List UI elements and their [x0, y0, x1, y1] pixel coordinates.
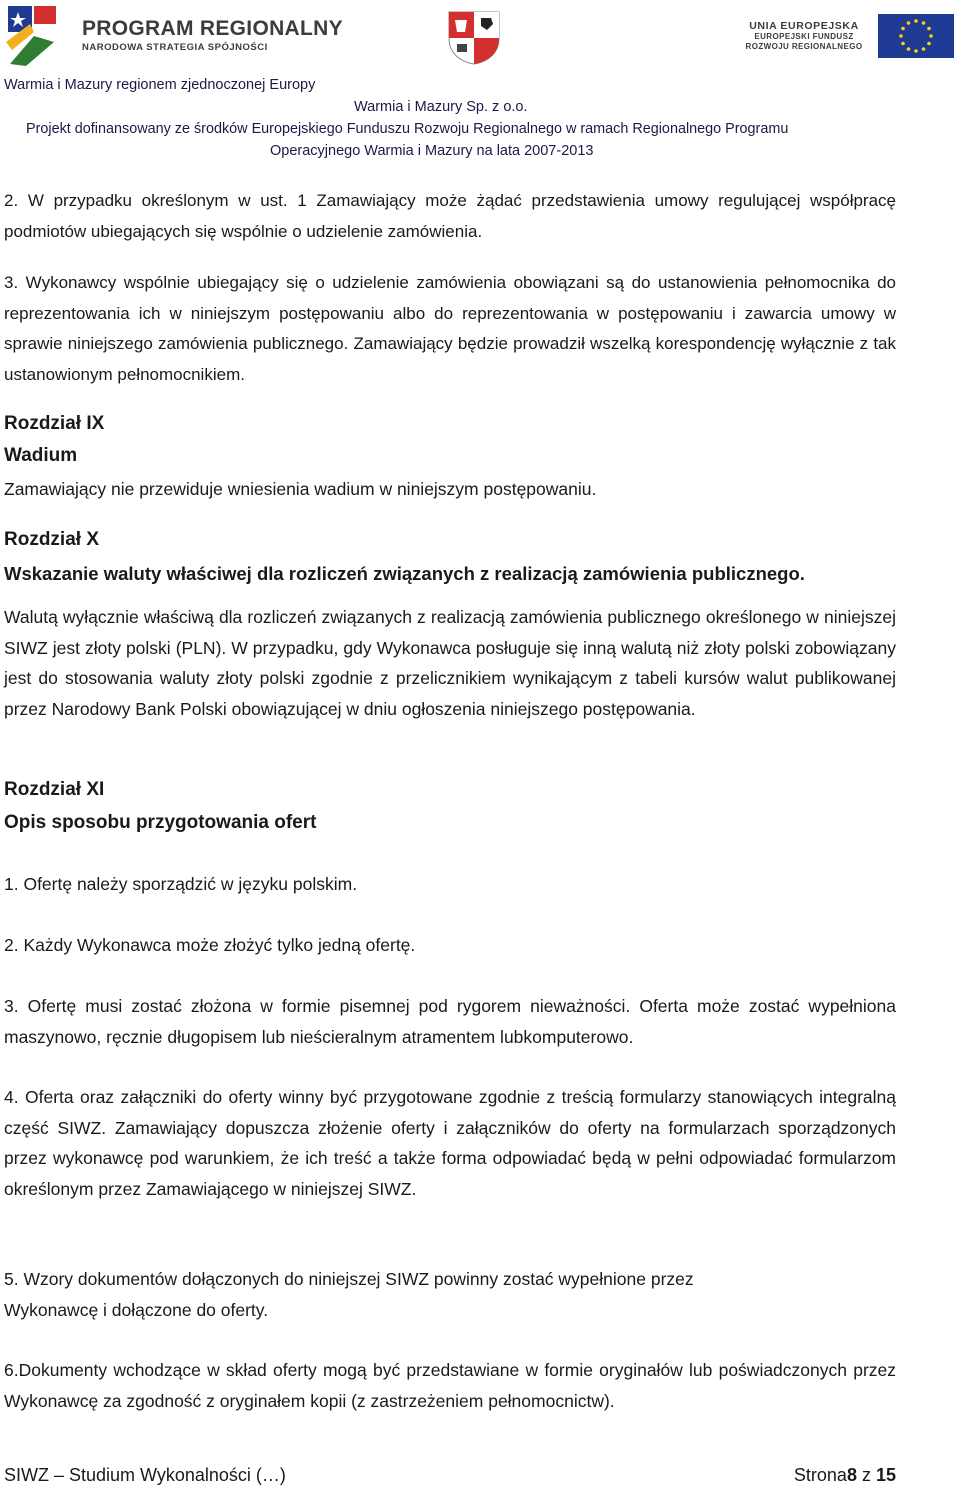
paragraph-3-part-1: 3. Wykonawcy wspólnie ubiegający się o udzielenie zamówienia obowiązani są do ustanowienia pełnomocnika do reprezentowania ich w niniejszym postępowaniu albo do reprezentowania w postępowaniu i zawarcia umowy w sprawie niniejszego zamówienia publicznego.	[4, 273, 896, 353]
header-line-4: Operacyjnego Warmia i Mazury na lata 2007-2013	[270, 143, 594, 159]
program-regionalny-logo-text	[82, 18, 343, 54]
list-item-2: 2. Każdy Wykonawca może złożyć tylko jedną ofertę.	[4, 935, 416, 955]
chapter-9-title: Rozdział IX	[4, 413, 105, 434]
chapter-11-title: Rozdział XI	[4, 779, 105, 800]
chapter-9-text: Zamawiający nie przewiduje wniesienia wadium w niniejszym postępowaniu.	[4, 479, 597, 499]
eu-flag-icon	[878, 14, 954, 58]
program-regionalny-logo-icon	[4, 2, 60, 68]
list-item-3: 3. Ofertę musi zostać złożona w formie pisemnej pod rygorem nieważności. Oferta może zostać wypełniona maszynowo, ręcznie długopisem lub nieścieralnym atramentem lubkomputerowo.	[4, 996, 896, 1047]
chapter-11-subtitle: Opis sposobu przygotowania ofert	[4, 812, 317, 833]
footer-page-prefix: Strona	[793, 1465, 847, 1485]
list-item-5	[4, 1264, 896, 1325]
header-line-3: Projekt dofinansowany ze środków Europejskiego Funduszu Rozwoju Regionalnego w ramach Regionalnego Programu	[26, 121, 789, 137]
list-item-6: 6.Dokumenty wchodzące w skład oferty mogą być przedstawiane w formie oryginałów lub poświadczonych przez Wykonawcę za zgodność z oryginałem kopii (z zastrzeżeniem pełnomocnictw).	[4, 1360, 896, 1411]
footer-document-title: SIWZ – Studium Wykonalności (…)	[4, 1465, 286, 1485]
list-item-4: 4. Oferta oraz załączniki do oferty winny być przygotowane zgodnie z treścią formularzy stanowiących integralną część SIWZ. Zamawiający dopuszcza złożenie oferty i załączników do oferty na formularzach sporządzonych przez wykonawcę pod warunkiem, że ich treść a także forma odpowiadać będą w pełni odpowiadać formularzom określonym przez Zamawiającego w niniejszej SIWZ.	[4, 1087, 896, 1199]
program-logo-subtitle: NARODOWA STRATEGIA SPÓJNOŚCI	[82, 42, 268, 53]
list-item-5-line-1: 5. Wzory dokumentów dołączonych do niniejszej SIWZ powinny zostać wypełnione przez	[4, 1269, 694, 1289]
eu-logo-line3: ROZWOJU REGIONALNEGO	[745, 42, 863, 51]
coat-of-arms-icon	[445, 8, 503, 66]
chapter-10-subtitle: Wskazanie waluty właściwej dla rozliczeń związanych z realizacją zamówienia publicznego.	[4, 563, 805, 584]
footer-page-number	[794, 1463, 896, 1487]
program-logo-title: PROGRAM REGIONALNY	[82, 17, 343, 40]
paragraph-3	[4, 268, 896, 390]
header-logo-row	[0, 0, 960, 70]
chapter-10-text: Walutą wyłącznie właściwą dla rozliczeń związanych z realizacją zamówienia publicznego określonego w niniejszej SIWZ jest złoty polski (PLN). W przypadku, gdy Wykonawca posługuje się inną walutą niż złoty polski zobowiązany jest do stosowania waluty złoty polski zgodnie z przelicznikiem wynikającym z tabeli kursów walut publikowanej przez Narodowy Bank Polski obowiązującej w dniu ogłoszenia niniejszego postępowania.	[4, 607, 896, 719]
eu-logo-text	[738, 20, 870, 52]
eu-logo-line1: UNIA EUROPEJSKA	[749, 20, 859, 32]
footer-page-current: 8	[846, 1465, 857, 1485]
header-line-1: Warmia i Mazury regionem zjednoczonej Europy	[4, 77, 316, 93]
list-item-5-line-2: Wykonawcę i dołączone do oferty.	[4, 1299, 269, 1320]
footer-page-total: 15	[875, 1465, 896, 1485]
chapter-10-title: Rozdział X	[4, 529, 100, 550]
eu-logo-line2: EUROPEJSKI FUNDUSZ	[754, 32, 854, 41]
paragraph-2: 2. W przypadku określonym w ust. 1 Zamawiający może żądać przedstawienia umowy regulującej współpracę podmiotów ubiegających się wspólnie o udzielenie zamówienia.	[4, 191, 896, 241]
footer-page-separator: z	[856, 1465, 876, 1485]
paragraph-3-part-2: Zamawiający będzie prowadził wszelką korespondencję wyłącznie z tak ustanowionym pełnomocnikiem.	[4, 334, 897, 384]
list-item-1: 1. Ofertę należy sporządzić w języku polskim.	[4, 874, 358, 894]
header-line-2: Warmia i Mazury Sp. z o.o.	[354, 99, 528, 115]
chapter-9-subtitle: Wadium	[4, 445, 78, 466]
